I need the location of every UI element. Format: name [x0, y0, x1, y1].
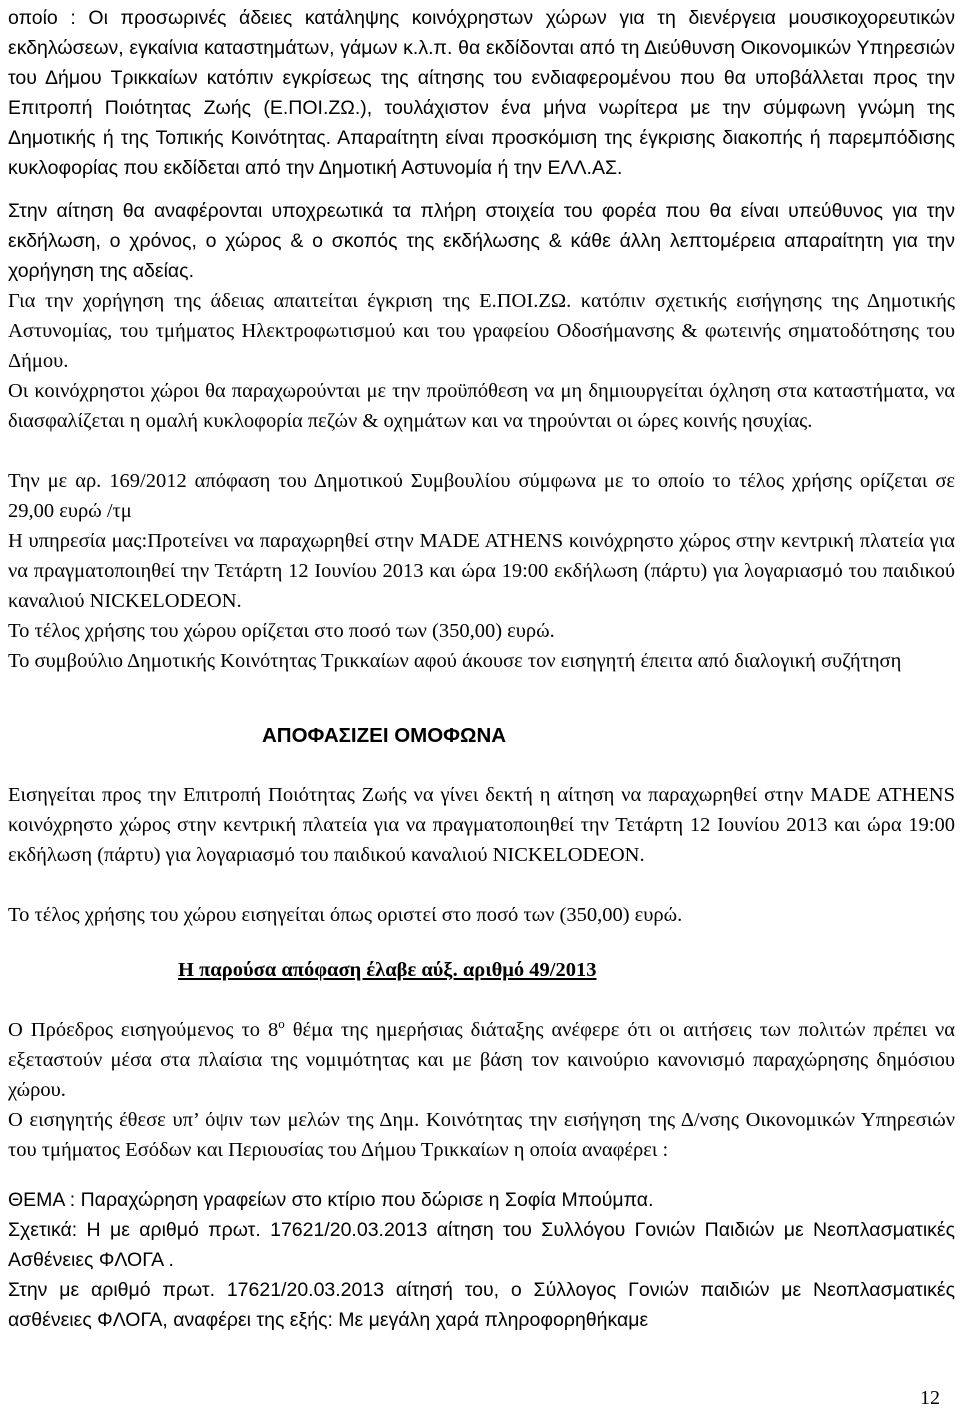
paragraph-decision-fee: Το τέλος χρήσης του χώρου εισηγείται όπως οριστεί στο ποσό των (350,00) ευρώ.	[8, 904, 683, 926]
paragraph-fee-decision: Την με αρ. 169/2012 απόφαση του Δημοτικού Συμβουλίου σύμφωνα με το οποίο το τέλος χρήσης ορίζεται σε 29,00 ευρώ /τμ	[8, 470, 955, 522]
item-8-text-start: Ο Πρόεδρος εισηγούμενος το 8	[8, 1019, 279, 1041]
paragraph-service-proposal: Η υπηρεσία μας:Προτείνει να παραχωρηθεί στην MADE ATHENS κοινόχρηστο χώρος στην κεντρική πλατεία για να πραγματοποιηθεί την Τετάρτη 12 Ιουνίου 2013 και ώρα 19:00 εκδήλωση (πάρτυ) για λογαριασμό του παιδικού καναλιού NICKELODEON.	[8, 530, 955, 612]
paragraph-item-8	[8, 1015, 955, 1105]
paragraph-council-discussion: Το συμβούλιο Δημοτικής Κοινότητας Τρικκαίων αφού άκουσε τον εισηγητή έπειτα από διαλογική συζήτηση	[8, 650, 902, 672]
final-paragraph: Στην με αριθμό πρωτ. 17621/20.03.2013 αίτησή του, ο Σύλλογος Γονιών παιδιών με Νεοπλασματικές ασθένειες ΦΛΟΓΑ, αναφέρει της εξής: Με μεγάλη χαρά πληροφορηθήκαμε	[8, 1279, 955, 1331]
paragraph-permits-intro: οποίο : Οι προσωρινές άδειες κατάληψης κοινόχρηστων χώρων για τη διενέργεια μουσικοχορευτικών εκδηλώσεων, εγκαίνια καταστημάτων, γάμων κ.λ.π. θα εκδίδονται από τη Διεύθυνση Οικονομικών Υπηρεσιών του Δήμου Τρικκαίων κατόπιν εγκρίσεως της αίτησης του ενδιαφερομένου που θα υποβάλλεται προς την Επιτροπή Ποιότητας Ζωής (Ε.ΠΟΙ.ΖΩ.), τουλάχιστον ένα μήνα νωρίτερα με την σύμφωνη γνώμη της Δημοτικής ή της Τοπικής Κοινότητας. Απαραίτητη είναι προσκόμιση της έγκρισης διακοπής ή παρεμπόδισης κυκλοφορίας που εκδίδεται από την Δημοτική Αστυνομία ή την ΕΛΛ.ΑΣ.	[8, 7, 955, 179]
paragraph-application-details: Στην αίτηση θα αναφέρονται υποχρεωτικά τα πλήρη στοιχεία του φορέα που θα είναι υπεύθυνος για την εκδήλωση, ο χρόνος, ο χώρος & ο σκοπός της εκδήλωσης & κάθε άλλη λεπτομέρεια απαραίτητη για την χορήγηση της αδείας.	[8, 200, 955, 282]
item-8-superscript: ο	[278, 1016, 285, 1032]
paragraph-common-spaces: Οι κοινόχρηστοι χώροι θα παραχωρούνται με την προϋπόθεση να μη δημιουργείται όχληση στα καταστήματα, να διασφαλίζεται η ομαλή κυκλοφορία πεζών & οχημάτων και να τηρούνται οι ώρες κοινής ησυχίας.	[8, 380, 955, 432]
page-number: 12	[920, 1387, 940, 1409]
decision-number: Η παρούσα απόφαση έλαβε αύξ. αριθμό 49/2013	[178, 959, 597, 981]
subject-line: ΘΕΜΑ : Παραχώρηση γραφείων στο κτίριο που δώρισε η Σοφία Μπούμπα.	[8, 1189, 654, 1211]
paragraph-decision-recommendation: Εισηγείται προς την Επιτροπή Ποιότητας Ζωής να γίνει δεκτή η αίτηση να παραχωρηθεί στην MADE ATHENS κοινόχρηστο χώρος στην κεντρική πλατεία για να πραγματοποιηθεί την Τετάρτη 12 Ιουνίου 2013 και ώρα 19:00 εκδήλωση (πάρτυ) για λογαριασμό του παιδικού καναλιού NICKELODEON.	[8, 784, 955, 866]
paragraph-approval-requirement: Για την χορήγηση της άδειας απαιτείται έγκριση της Ε.ΠΟΙ.ΖΩ. κατόπιν σχετικής εισήγησης της Δημοτικής Αστυνομίας, του τμήματος Ηλεκτροφωτισμού και του γραφείου Οδοσήμανσης & φωτεινής σηματοδότησης του Δήμου.	[8, 290, 955, 372]
paragraph-rapporteur: Ο εισηγητής έθεσε υπ’ όψιν των μελών της Δημ. Κοινότητας την εισήγηση της Δ/νσης Οικονομικών Υπηρεσιών του τμήματος Εσόδων και Περιουσίας του Δήμου Τρικκαίων η οποία αναφέρει :	[8, 1109, 955, 1161]
related-line: Σχετικά: Η με αριθμό πρωτ. 17621/20.03.2013 αίτηση του Συλλόγου Γονιών Παιδιών με Νεοπλασματικές Ασθένειες ΦΛΟΓΑ .	[8, 1219, 955, 1271]
paragraph-usage-fee: Το τέλος χρήσης του χώρου ορίζεται στο ποσό των (350,00) ευρώ.	[8, 620, 555, 642]
decision-heading: ΑΠΟΦΑΣΙΖΕΙ ΟΜΟΦΩΝΑ	[262, 724, 507, 747]
item-8-text-end: θέμα της ημερήσιας διάταξης ανέφερε ότι οι αιτήσεις των πολιτών πρέπει να εξεταστούν μέσα στα πλαίσια της νομιμότητας και με βάση τον καινούριο κανονισμό παραχώρησης δημόσιου χώρου.	[8, 1019, 955, 1101]
